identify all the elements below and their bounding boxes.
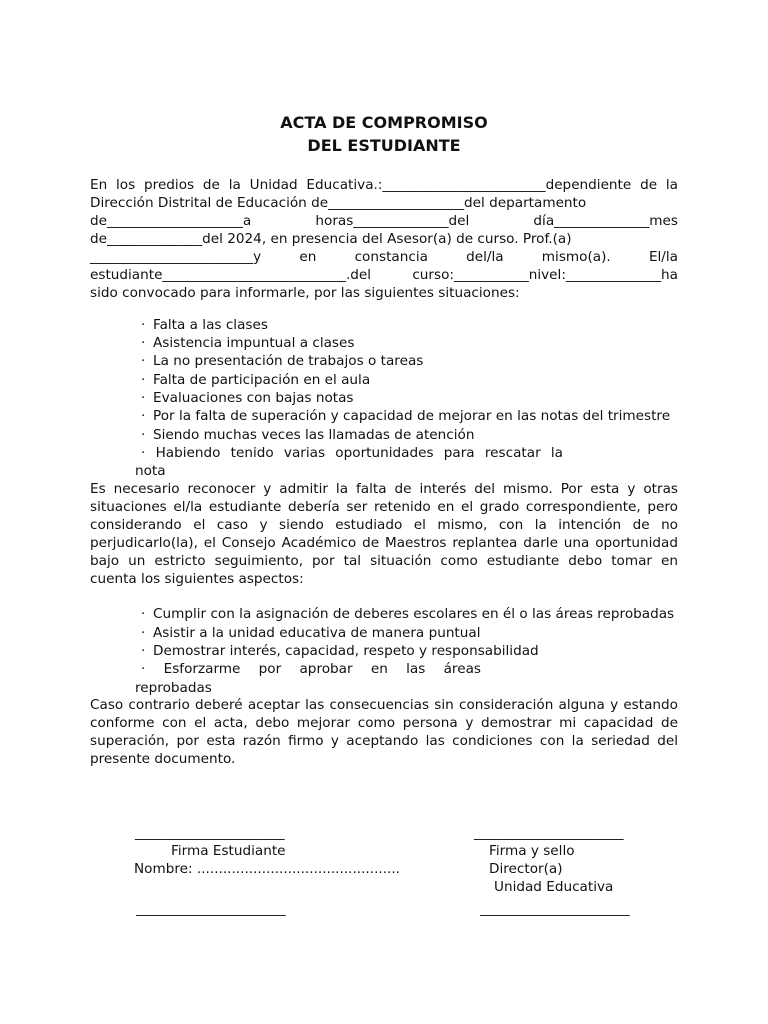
title-line-2: DEL ESTUDIANTE [307, 136, 461, 155]
list-item-text: Asistencia impuntual a clases [153, 335, 355, 351]
intro-line: de____________________a horas______________del día______________mes [90, 213, 678, 229]
signature-label: Firma y sello [489, 843, 575, 859]
signature-line: ______________________ [474, 825, 624, 841]
intro-line: estudiante___________________________.del curso:___________nivel:______________ha [90, 267, 678, 283]
paragraph-line: conforme con el acta, debo mejorar como persona y demostrar mi capacidad de [90, 715, 678, 731]
intro-paragraph [90, 176, 678, 302]
list-item [141, 334, 354, 352]
intro-line: de______________del 2024, en presencia del Asesor(a) de curso. Prof.(a) [90, 231, 572, 247]
signature-label: Firma Estudiante [171, 843, 286, 859]
bullet-icon: · [141, 661, 146, 677]
title-line-1: ACTA DE COMPROMISO [280, 113, 488, 132]
paragraph-line: situaciones el/la estudiante debería ser retenido en el grado correspondiente, pero [90, 499, 678, 515]
list-item [141, 371, 370, 389]
intro-line: Dirección Distrital de Educación de____________________del departamento [90, 195, 587, 211]
list-item-continuation: reprobadas [135, 680, 212, 696]
signature-role: Director(a) [489, 861, 563, 877]
list-item-text: Siendo muchas veces las llamadas de atención [153, 427, 475, 443]
bullet-icon: · [141, 390, 146, 406]
list-item [141, 316, 268, 334]
paragraph-line: cuenta los siguientes aspectos: [90, 571, 304, 587]
bullet-icon: · [141, 317, 146, 333]
list-item [141, 352, 423, 370]
bullet-icon: · [141, 643, 146, 659]
list-item-text: Asistir a la unidad educativa de manera puntual [153, 625, 481, 641]
paragraph-line: Es necesario reconocer y admitir la falta de interés del mismo. Por esta y otras [90, 481, 678, 497]
signature-line-bottom: ______________________ [480, 901, 630, 917]
paragraph-3 [90, 696, 678, 768]
list-item [141, 642, 539, 660]
paragraph-line: bajo un estricto seguimiento, por tal situación como estudiante debo tomar en [90, 553, 678, 569]
list-item [141, 624, 481, 642]
paragraph-line: considerando el caso y siendo estudiado el mismo, con la intención de no [90, 517, 678, 533]
paragraph-2 [90, 480, 678, 588]
name-field: Nombre: ............................................... [134, 861, 401, 877]
signature-line: ______________________ [135, 825, 285, 841]
document-title [0, 111, 768, 157]
list-item-text: Evaluaciones con bajas notas [153, 390, 354, 406]
list-item [141, 407, 670, 425]
list-item-text: Habiendo tenido varias oportunidades para rescatar la [155, 445, 563, 461]
intro-line: En los predios de la Unidad Educativa.:________________________dependiente de la [90, 177, 678, 193]
paragraph-line: presente documento. [90, 751, 236, 767]
list-item-text: La no presentación de trabajos o tareas [153, 353, 424, 369]
bullet-icon: · [141, 372, 146, 388]
list-item-text: Falta de participación en el aula [153, 372, 371, 388]
intro-line: ________________________y en constancia del/la mismo(a). El/la [90, 249, 678, 265]
list-item-text: Cumplir con la asignación de deberes escolares en él o las áreas reprobadas [153, 606, 675, 622]
list-item [141, 660, 481, 678]
paragraph-line: perjudicarlo(la), el Consejo Académico de Maestros replantea darle una oportunidad [90, 535, 678, 551]
list-item-text: Esforzarme por aprobar en las áreas [163, 661, 481, 677]
list-item-text: Demostrar interés, capacidad, respeto y responsabilidad [153, 643, 539, 659]
list-item [141, 444, 563, 462]
list-item [141, 605, 674, 623]
bullet-icon: · [141, 625, 146, 641]
signature-line-bottom: ______________________ [136, 901, 286, 917]
bullet-icon: · [141, 353, 146, 369]
bullet-icon: · [141, 408, 146, 424]
paragraph-line: superación, por esta razón firmo y aceptando las condiciones con la seriedad del [90, 733, 678, 749]
signature-unit: Unidad Educativa [494, 879, 614, 895]
list-item-text: Por la falta de superación y capacidad de mejorar en las notas del trimestre [153, 408, 671, 424]
bullet-icon: · [141, 335, 146, 351]
bullet-icon: · [141, 427, 146, 443]
list-item-text: Falta a las clases [153, 317, 268, 333]
list-item-continuation: nota [135, 463, 166, 479]
paragraph-line: Caso contrario deberé aceptar las consecuencias sin consideración alguna y estando [90, 697, 678, 713]
list-item [141, 389, 354, 407]
list-item [141, 426, 474, 444]
intro-line: sido convocado para informarle, por las siguientes situaciones: [90, 285, 520, 301]
bullet-icon: · [141, 606, 146, 622]
bullet-icon: · [141, 445, 146, 461]
